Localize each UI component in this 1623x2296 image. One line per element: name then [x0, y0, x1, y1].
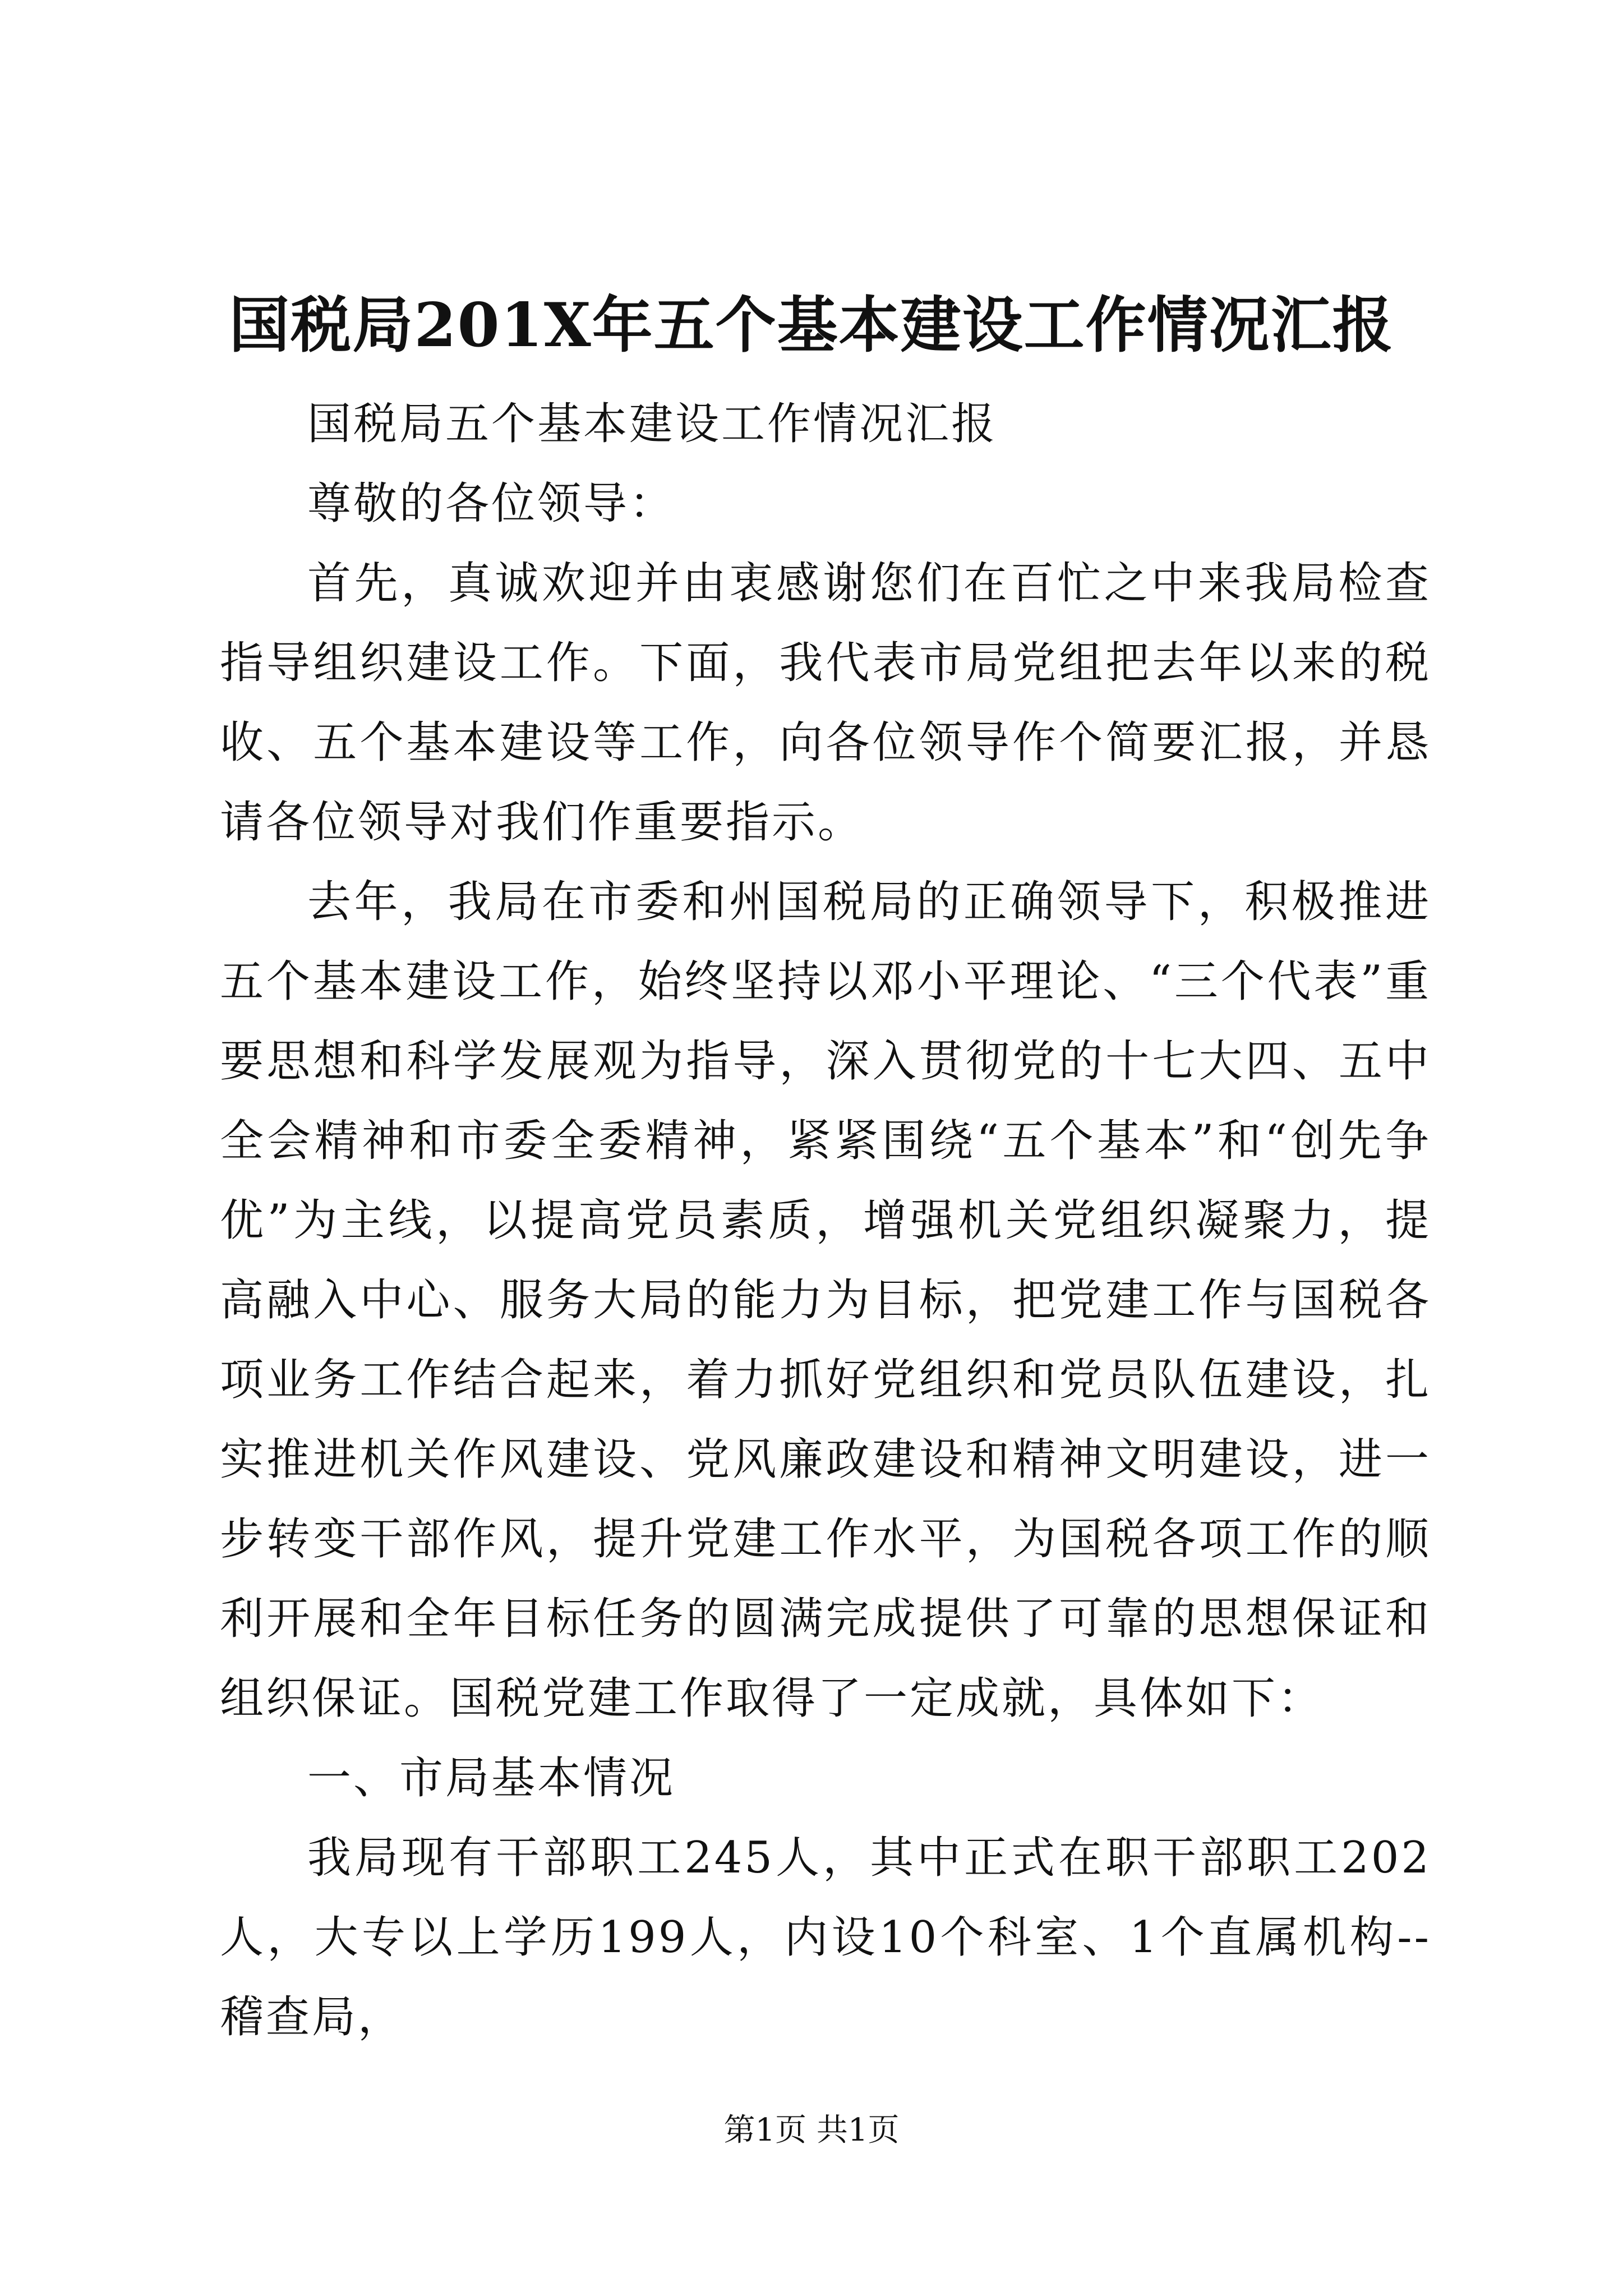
- section-heading-basic-info: 一、市局基本情况: [307, 1753, 676, 1803]
- paragraph-summary: 去年，我局在市委和州国税局的正确领导下，积极推进五个基本建设工作，始终坚持以邓小平理论、“三个代表”重要思想和科学发展观为指导，深入贯彻党的十七大四、五中全会精神和市委全委精神，紧紧围绕“五个基本”和“创先争优”为主线，以提高党员素质，增强机关党组织凝聚力，提高融入中心、服务大局的能力为目标，把党建工作与国税各项业务工作结合起来，着力抓好党组织和党员队伍建设，扎实推进机关作风建设、党风廉政建设和精神文明建设，进一步转变干部作风，提升党建工作水平，为国税各项工作的顺利开展和全年目标任务的圆满完成提供了可靠的思想保证和组织保证。国税党建工作取得了一定成就，具体如下：: [220, 877, 1431, 1724]
- paragraph-subtitle: 国税局五个基本建设工作情况汇报: [307, 399, 998, 449]
- document-body: [220, 384, 1431, 2057]
- page-number-footer: 第1页 共1页: [723, 2112, 900, 2148]
- paragraph-salutation: 尊敬的各位领导：: [307, 478, 676, 529]
- paragraph-welcome: 首先，真诚欢迎并由衷感谢您们在百忙之中来我局检查指导组织建设工作。下面，我代表市局党组把去年以来的税收、五个基本建设等工作，向各位领导作个简要汇报，并恳请各位领导对我们作重要指示。: [220, 558, 1431, 848]
- paragraph-staff-info: 我局现有干部职工245人，其中正式在职干部职工202人，大专以上学历199人，内设10个科室、1个直属机构--稽查局，: [220, 1833, 1431, 2042]
- document-title: 国税局201X年五个基本建设工作情况汇报: [229, 290, 1394, 361]
